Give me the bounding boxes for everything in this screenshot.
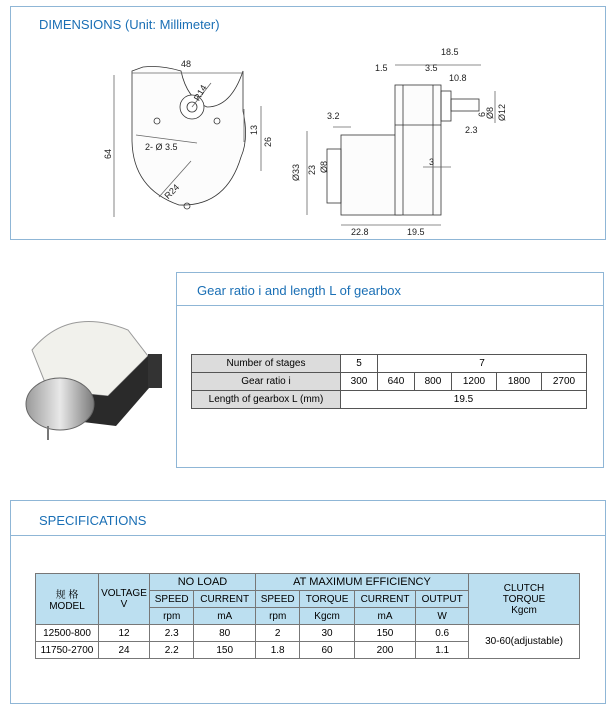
unit-cell: Kgcm (300, 608, 354, 625)
dim-label-64: 64 (103, 148, 113, 159)
dim-label-3: 3 (429, 157, 435, 167)
model-cell: 12500-800 (36, 625, 99, 642)
gearbox-panel (176, 272, 604, 468)
front-view-drawing (114, 67, 261, 218)
dim-label-13: 13 (249, 124, 259, 135)
subheader-torque: TORQUE (300, 591, 354, 608)
gear-motor-illustration (8, 300, 168, 448)
noload-current-cell: 150 (194, 642, 256, 659)
clutch-header (469, 574, 580, 625)
dim-label-3-5: 3.5 (425, 63, 438, 73)
dim-label-26: 26 (263, 136, 273, 147)
eff-output-cell: 1.1 (416, 642, 469, 659)
dim-label-2-3: 2.3 (465, 125, 478, 135)
side-view-drawing (307, 65, 495, 225)
eff-current-cell: 150 (354, 625, 416, 642)
stages-5: 5 (341, 355, 378, 373)
dim-label-10-8: 10.8 (449, 73, 467, 83)
dim-label-holes: 2- Ø 3.5 (145, 142, 178, 152)
ratio-cell: 640 (377, 373, 414, 391)
model-cell: 11750-2700 (36, 642, 99, 659)
unit-cell: W (416, 608, 469, 625)
voltage-header-unit: V (120, 599, 128, 610)
dim-label-d8-motor: Ø8 (319, 160, 329, 173)
noload-header: NO LOAD (150, 574, 256, 591)
dim-label-r14: R14 (191, 83, 209, 103)
unit-cell: rpm (255, 608, 299, 625)
dim-label-19-5: 19.5 (407, 227, 425, 237)
dim-label-6: 6 (477, 111, 487, 117)
clutch-value-cell: 30-60(adjustable) (469, 625, 580, 659)
subheader-speed: SPEED (255, 591, 299, 608)
eff-output-cell: 0.6 (416, 625, 469, 642)
noload-speed-cell: 2.2 (150, 642, 194, 659)
noload-speed-cell: 2.3 (150, 625, 194, 642)
subheader-current: CURRENT (354, 591, 416, 608)
voltage-cell: 12 (99, 625, 150, 642)
eff-current-cell: 200 (354, 642, 416, 659)
ratio-cell: 1200 (451, 373, 496, 391)
unit-cell: rpm (150, 608, 194, 625)
specifications-panel (10, 500, 606, 704)
dim-label-d33: Ø33 (291, 163, 301, 181)
subheader-current: CURRENT (194, 591, 256, 608)
voltage-header (99, 574, 150, 625)
clutch-header-line2: TORQUE (502, 593, 546, 605)
dimension-drawing (11, 7, 605, 239)
ratio-cell: 800 (414, 373, 451, 391)
specifications-title-divider (11, 535, 605, 536)
dim-label-1-5: 1.5 (375, 63, 388, 73)
dimensions-title: DIMENSIONS (Unit: Millimeter) (39, 17, 220, 32)
eff-torque-cell: 60 (300, 642, 354, 659)
ratio-cell: 300 (341, 373, 378, 391)
gear-ratio-table (191, 354, 587, 409)
gear-motor-photo (8, 300, 168, 448)
unit-cell: mA (354, 608, 416, 625)
dimensions-panel (10, 6, 606, 240)
subheader-speed: SPEED (150, 591, 194, 608)
dim-label-d12: Ø12 (497, 103, 507, 121)
stages-label: Number of stages (192, 355, 341, 373)
stages-7: 7 (377, 355, 586, 373)
voltage-cell: 24 (99, 642, 150, 659)
specifications-table (35, 573, 580, 659)
unit-cell: mA (194, 608, 256, 625)
length-label: Length of gearbox L (mm) (192, 391, 341, 409)
specifications-title: SPECIFICATIONS (39, 513, 147, 528)
model-header-en: MODEL (49, 601, 85, 612)
length-value: 19.5 (341, 391, 587, 409)
clutch-header-line1: CLUTCH (503, 582, 545, 594)
ratio-cell: 1800 (496, 373, 541, 391)
maxeff-header: AT MAXIMUM EFFICIENCY (255, 574, 468, 591)
table-row (36, 625, 580, 642)
dim-label-3-2: 3.2 (327, 111, 340, 121)
dim-label-18-5: 18.5 (441, 47, 459, 57)
dim-label-48: 48 (181, 59, 192, 69)
dim-label-22-8: 22.8 (351, 227, 369, 237)
model-header (36, 574, 99, 625)
dim-label-d8-shaft: Ø8 (485, 106, 495, 119)
subheader-output: OUTPUT (416, 591, 469, 608)
dim-label-r24: R24 (162, 182, 182, 201)
ratio-label: Gear ratio i (192, 373, 341, 391)
ratio-cell: 2700 (541, 373, 586, 391)
gearbox-title-divider (177, 305, 603, 306)
gearbox-title: Gear ratio i and length L of gearbox (197, 283, 402, 298)
eff-speed-cell: 1.8 (255, 642, 299, 659)
eff-speed-cell: 2 (255, 625, 299, 642)
model-header-cn: 规 格 (55, 590, 79, 601)
noload-current-cell: 80 (194, 625, 256, 642)
dim-label-23: 23 (307, 164, 317, 175)
eff-torque-cell: 30 (300, 625, 354, 642)
clutch-header-unit: Kgcm (511, 604, 537, 616)
voltage-header-label: VOLTAGE (101, 588, 147, 599)
